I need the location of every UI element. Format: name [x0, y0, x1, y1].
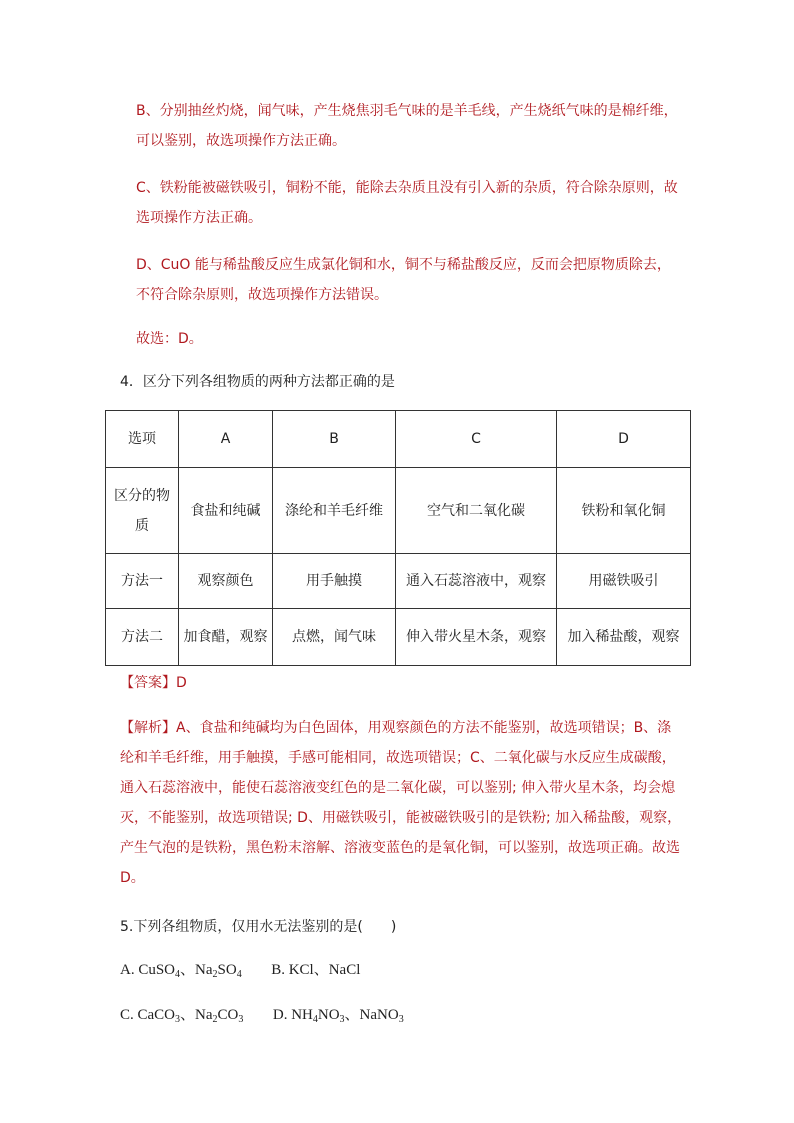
option-b: B. KCl、NaCl	[271, 962, 361, 978]
table-cell: 方法二	[106, 609, 179, 666]
table-cell: D	[557, 411, 691, 468]
question-4-stem: 4．区分下列各组物质的两种方法都正确的是	[120, 374, 395, 390]
table-header-row	[106, 411, 691, 468]
table-cell: C	[396, 411, 557, 468]
table-cell: A	[179, 411, 273, 468]
explanation-choice: 故选：D。	[136, 331, 203, 347]
option-c: C. CaCO$_3$、$Na_2CO_3$	[120, 1007, 244, 1025]
comparison-table	[105, 410, 691, 666]
table-cell: 用手触摸	[273, 554, 396, 609]
table-cell: B	[273, 411, 396, 468]
table-cell: 观察颜色	[179, 554, 273, 609]
table-cell: 涤纶和羊毛纤维	[273, 468, 396, 554]
table-cell: 方法一	[106, 554, 179, 609]
table-row	[106, 609, 691, 666]
question-5-options-row-2	[120, 1005, 404, 1025]
question-5-options-row-1	[120, 960, 360, 980]
answer-label: 【答案】D	[120, 675, 187, 691]
table-row	[106, 468, 691, 554]
explanation-option-d: D、CuO 能与稀盐酸反应生成氯化铜和水，铜不与稀盐酸反应，反而会把原物质除去，不符合除杂原则，故选项操作方法错误。	[136, 257, 671, 303]
option-a: A. CuSO$_4$、$Na_2SO_4$	[120, 962, 242, 980]
explanation-option-b: B、分别抽丝灼烧，闻气味，产生烧焦羽毛气味的是羊毛线，产生烧纸气味的是棉纤维，可以鉴别，故选项操作方法正确。	[136, 103, 678, 149]
table-cell: 食盐和纯碱	[179, 468, 273, 554]
table-cell: 区分的物质	[106, 468, 179, 554]
table-cell: 选项	[106, 411, 179, 468]
table-cell: 空气和二氧化碳	[396, 468, 557, 554]
explanation-option-c: C、铁粉能被磁铁吸引，铜粉不能，能除去杂质且没有引入新的杂质，符合除杂原则，故选项操作方法正确。	[136, 180, 678, 226]
table-cell: 铁粉和氧化铜	[557, 468, 691, 554]
analysis-paragraph: 【解析】A、食盐和纯碱均为白色固体，用观察颜色的方法不能鉴别，故选项错误；B、涤纶和羊毛纤维，用手触摸，手感可能相同，故选项错误；C、二氧化碳与水反应生成碳酸，通入石蕊溶液中，能使石蕊溶液变红色的是二氧化碳，可以鉴别; 伸入带火星木条，均会熄灭，不能鉴别，故选项错误; D、用磁铁吸引，能被磁铁吸引的是铁粉; 加入稀盐酸，观察，产生气泡的是铁粉，黑色粉末溶解、溶液变蓝色的是氧化铜，可以鉴别，故选项正确。故选D。	[120, 720, 682, 886]
table-cell: 点燃，闻气味	[273, 609, 396, 666]
question-5-stem: 5.下列各组物质，仅用水无法鉴别的是( )	[120, 919, 397, 935]
option-d: D. $NH_4NO_3$、NaNO$_3$	[272, 1007, 404, 1025]
table-cell: 通入石蕊溶液中，观察	[396, 554, 557, 609]
table-cell: 加入稀盐酸，观察	[557, 609, 691, 666]
table-row	[106, 554, 691, 609]
table-cell: 用磁铁吸引	[557, 554, 691, 609]
table-cell: 伸入带火星木条，观察	[396, 609, 557, 666]
table-cell: 加食醋，观察	[179, 609, 273, 666]
